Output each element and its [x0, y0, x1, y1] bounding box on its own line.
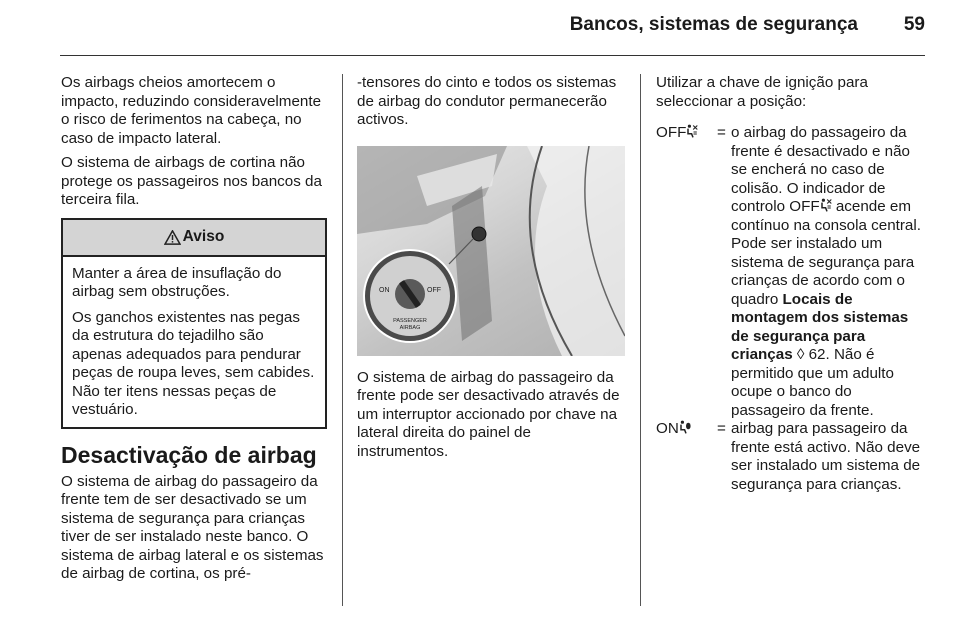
paragraph-third-row: O sistema de airbags de cortina não protege os passageiros nos bancos da terceira fila. — [61, 154, 322, 208]
off-desc-part-3: 62. Não é permitido que um adulto ocupe o banco do passageiro da frente. — [731, 346, 894, 419]
airbag-off-indicator-icon — [820, 198, 832, 212]
warning-header — [63, 220, 325, 257]
off-desc-part-2: acende em contínuo na consola central. Pode ser instalado um sistema de segurança para crianças de acordo com o quadro — [731, 198, 921, 308]
child-seat-reference-link[interactable]: Locais de montagem dos sistemas de segurança para crianças — [731, 290, 909, 363]
warning-triangle-icon — [164, 230, 181, 245]
column-divider-2 — [640, 74, 641, 606]
page-number: 59 — [903, 14, 925, 35]
page-ref-arrow-icon: ◊ — [796, 346, 805, 363]
warning-box — [61, 218, 327, 429]
header-divider — [60, 55, 925, 56]
airbag-on-icon — [679, 420, 691, 434]
on-term-label: ON — [656, 420, 679, 437]
definition-desc-on: airbag para passageiro da frente está activo. Não deve ser instalado um sistema de segurança para crianças. — [731, 420, 921, 493]
warning-paragraph-1: Manter a área de insuflação do airbag sem obstruções. — [72, 264, 282, 300]
section-paragraph: O sistema de airbag do passageiro da frente tem de ser desactivado se um sistema de segurança para crianças tiver de ser instalado neste banco. O sistema de airbag lateral e os sistemas de airbag de cortina, os pré- — [61, 472, 324, 582]
definition-row-on — [656, 420, 924, 494]
definition-row-off — [656, 124, 924, 420]
definition-desc-off — [731, 124, 924, 420]
airbag-switch-illustration — [357, 146, 625, 356]
switch-on-label: ON — [379, 286, 390, 294]
switch-off-label: OFF — [427, 286, 441, 294]
paragraph-select-position: Utilizar a chave de ignição para seleccionar a posição: — [656, 74, 868, 110]
warning-paragraph-2: Os ganchos existentes nas pegas da estrutura do tejadilho são apenas adequados para pendurar peças de roupa leves, sem cabides. Não ter itens nessas peças de vestuário. — [72, 308, 315, 418]
airbag-off-icon — [686, 124, 698, 138]
column-3 — [656, 74, 924, 494]
switch-airbag-label: AIRBAG — [399, 324, 421, 331]
warning-title: Aviso — [182, 227, 225, 245]
warning-body — [63, 257, 325, 427]
switch-passenger-label: PASSENGER — [393, 317, 427, 324]
off-desc-part-1: o airbag do passageiro da frente é desactivado e não se encherá no caso de colisão. O indicador de controlo OFF — [731, 124, 911, 215]
column-1 — [61, 74, 327, 590]
definition-term-off — [656, 124, 717, 420]
column-2 — [357, 74, 625, 467]
definition-equals: = — [717, 420, 726, 437]
definition-term-on — [656, 420, 717, 494]
airbag-switch-photo — [357, 146, 625, 356]
off-term-label: OFF — [656, 124, 687, 141]
definition-equals: = — [717, 124, 726, 141]
paragraph-continuation: -tensores do cinto e todos os sistemas de airbag do condutor permanecerão activos. — [357, 74, 617, 128]
section-title: Desactivação de airbag — [61, 441, 317, 468]
photo-caption: O sistema de airbag do passageiro da frente pode ser desactivado através de um interruptor accionado por chave na lateral direita do painel de instrumentos. — [357, 368, 620, 460]
column-divider-1 — [342, 74, 343, 606]
page-header-title: Bancos, sistemas de segurança — [569, 14, 858, 35]
paragraph-airbag-cushion: Os airbags cheios amortecem o impacto, reduzindo consideravelmente o risco de ferimentos na cabeça, no caso de impacto lateral. — [61, 74, 322, 147]
